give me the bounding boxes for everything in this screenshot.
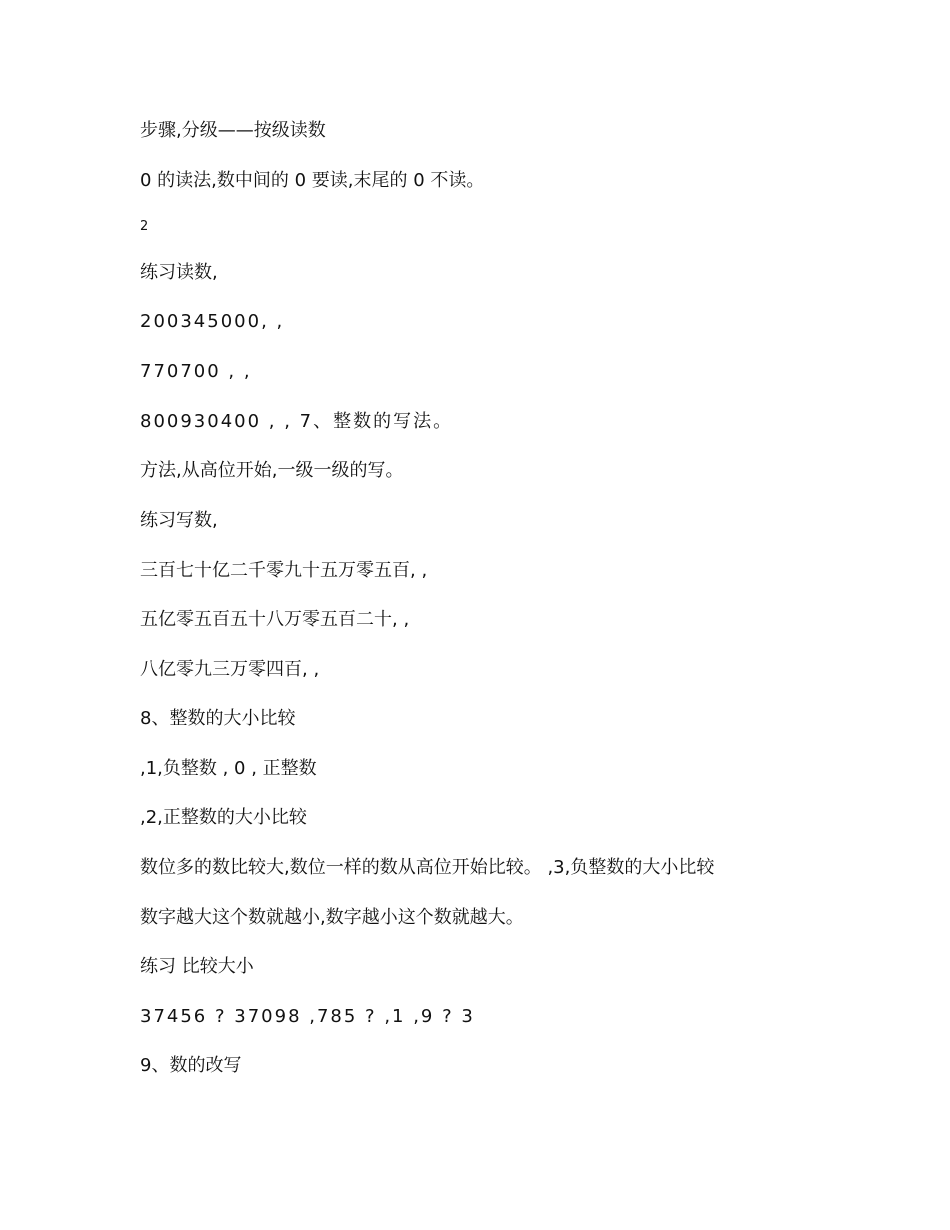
- text-line-compare-items: 37456 ? 37098 ,785 ? ,1 ,9 ? 3: [140, 1006, 475, 1027]
- text-line-writing-method: 方法,从高位开始,一级一级的写。: [140, 460, 404, 481]
- text-line-write-item-2: 五亿零五百五十八万零五百二十, ,: [140, 609, 410, 630]
- text-line-heading-compare: 8、整数的大小比较: [140, 708, 296, 729]
- text-line-compare-practice: 练习 比较大小: [140, 956, 254, 977]
- text-line-compare-rule: 数位多的数比较大,数位一样的数从高位开始比较。 ,3,负整数的大小比较: [140, 857, 715, 878]
- text-line-write-item-3: 八亿零九三万零四百, ,: [140, 659, 320, 680]
- text-line-number-770700: 770700 , ,: [140, 361, 252, 382]
- text-line-compare-1: ,1,负整数 , 0 , 正整数: [140, 758, 317, 779]
- text-line-number-2: 2: [140, 219, 149, 234]
- text-line-compare-2: ,2,正整数的大小比较: [140, 807, 307, 828]
- text-line-read-practice: 练习读数,: [140, 262, 218, 283]
- text-line-number-200345000: 200345000, ,: [140, 311, 285, 332]
- text-line-number-800930400: 800930400 , , 7、整数的写法。: [140, 411, 454, 432]
- text-line-write-item-1: 三百七十亿二千零九十五万零五百, ,: [140, 560, 428, 581]
- text-line-write-practice: 练习写数,: [140, 510, 218, 531]
- text-line-negative-rule: 数字越大这个数就越小,数字越小这个数就越大。: [140, 907, 524, 928]
- text-line-heading-rewrite: 9、数的改写: [140, 1055, 242, 1076]
- text-line-steps: 步骤,分级——按级读数: [140, 120, 326, 141]
- text-line-zero-reading: 0 的读法,数中间的 0 要读,末尾的 0 不读。: [140, 170, 485, 191]
